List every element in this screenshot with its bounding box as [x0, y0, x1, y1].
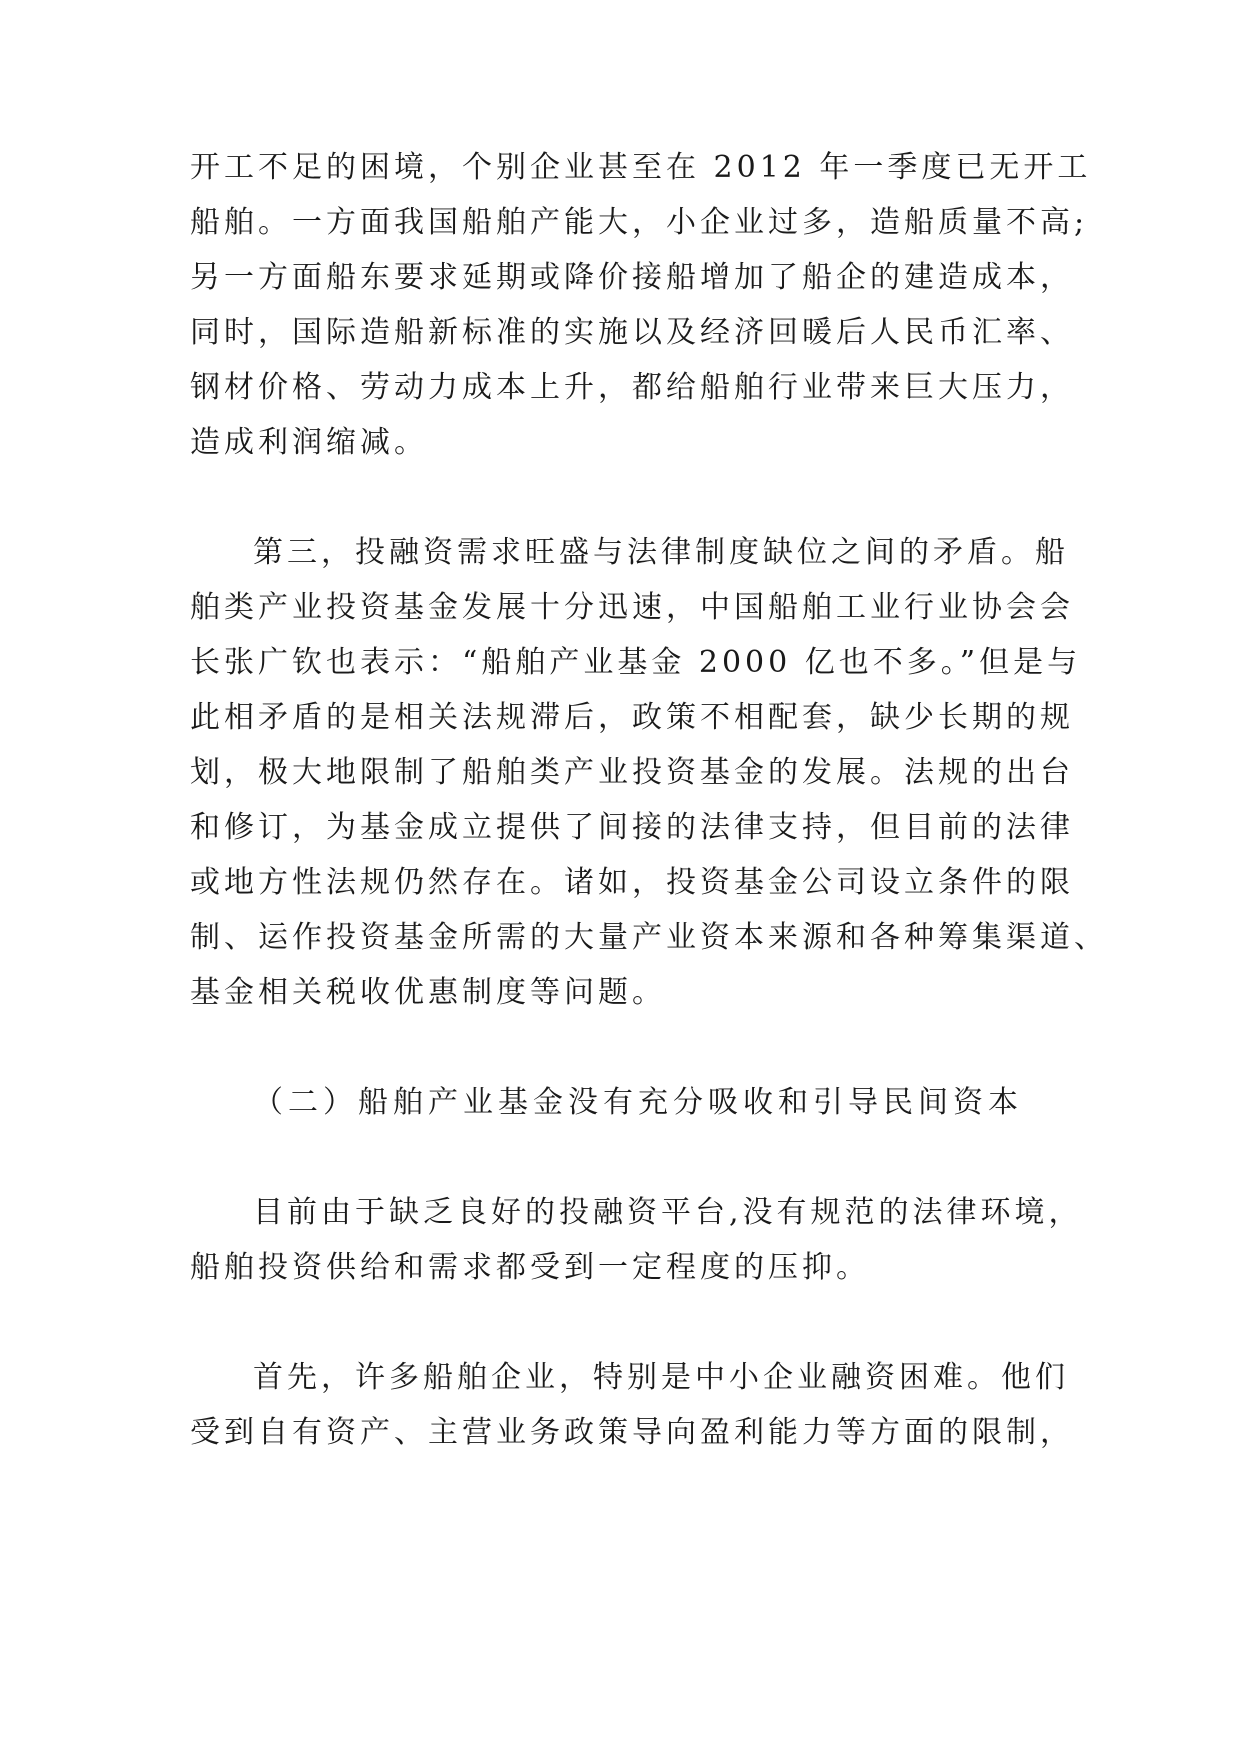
paragraph-2-line-7: 或地方性法规仍然存在。诸如，投资基金公司设立条件的限 — [190, 865, 1074, 900]
paragraph-1-line-2: 船舶。一方面我国船舶产能大，小企业过多，造船质量不高; — [190, 205, 1089, 240]
paragraph-2-line-6: 和修订，为基金成立提供了间接的法律支持，但目前的法律 — [190, 810, 1074, 845]
paragraph-4-line-1: 首先，许多船舶企业，特别是中小企业融资困难。他们 — [253, 1360, 1069, 1395]
paragraph-1-line-1: 开工不足的困境，个别企业甚至在 2012 年一季度已无开工 — [190, 150, 1092, 185]
paragraph-2-line-4: 此相矛盾的是相关法规滞后，政策不相配套，缺少长期的规 — [190, 700, 1074, 735]
paragraph-4-line-2: 受到自有资产、主营业务政策导向盈利能力等方面的限制， — [190, 1415, 1074, 1450]
paragraph-2-line-5: 划，极大地限制了船舶类产业投资基金的发展。法规的出台 — [190, 755, 1074, 790]
paragraph-2-line-1: 第三，投融资需求旺盛与法律制度缺位之间的矛盾。船 — [253, 535, 1069, 570]
paragraph-1-line-3: 另一方面船东要求延期或降价接船增加了船企的建造成本， — [190, 260, 1074, 295]
paragraph-1-line-5: 钢材价格、劳动力成本上升，都给船舶行业带来巨大压力， — [190, 370, 1074, 405]
paragraph-3-line-1: 目前由于缺乏良好的投融资平台,没有规范的法律环境， — [253, 1195, 1083, 1230]
paragraph-2-line-3: 长张广钦也表示：“船舶产业基金 2000 亿也不多。”但是与 — [190, 645, 1082, 680]
paragraph-1-line-6: 造成利润缩减。 — [190, 425, 428, 460]
paragraph-2-line-9: 基金相关税收优惠制度等问题。 — [190, 975, 666, 1010]
paragraph-2-line-2: 舶类产业投资基金发展十分迅速，中国船舶工业行业协会会 — [190, 590, 1074, 625]
section-heading: （二）船舶产业基金没有充分吸收和引导民间资本 — [253, 1085, 1023, 1120]
paragraph-3-line-2: 船舶投资供给和需求都受到一定程度的压抑。 — [190, 1250, 870, 1285]
paragraph-1-line-4: 同时，国际造船新标准的实施以及经济回暖后人民币汇率、 — [190, 315, 1074, 350]
paragraph-2-line-8: 制、运作投资基金所需的大量产业资本来源和各种筹集渠道、 — [190, 920, 1108, 955]
